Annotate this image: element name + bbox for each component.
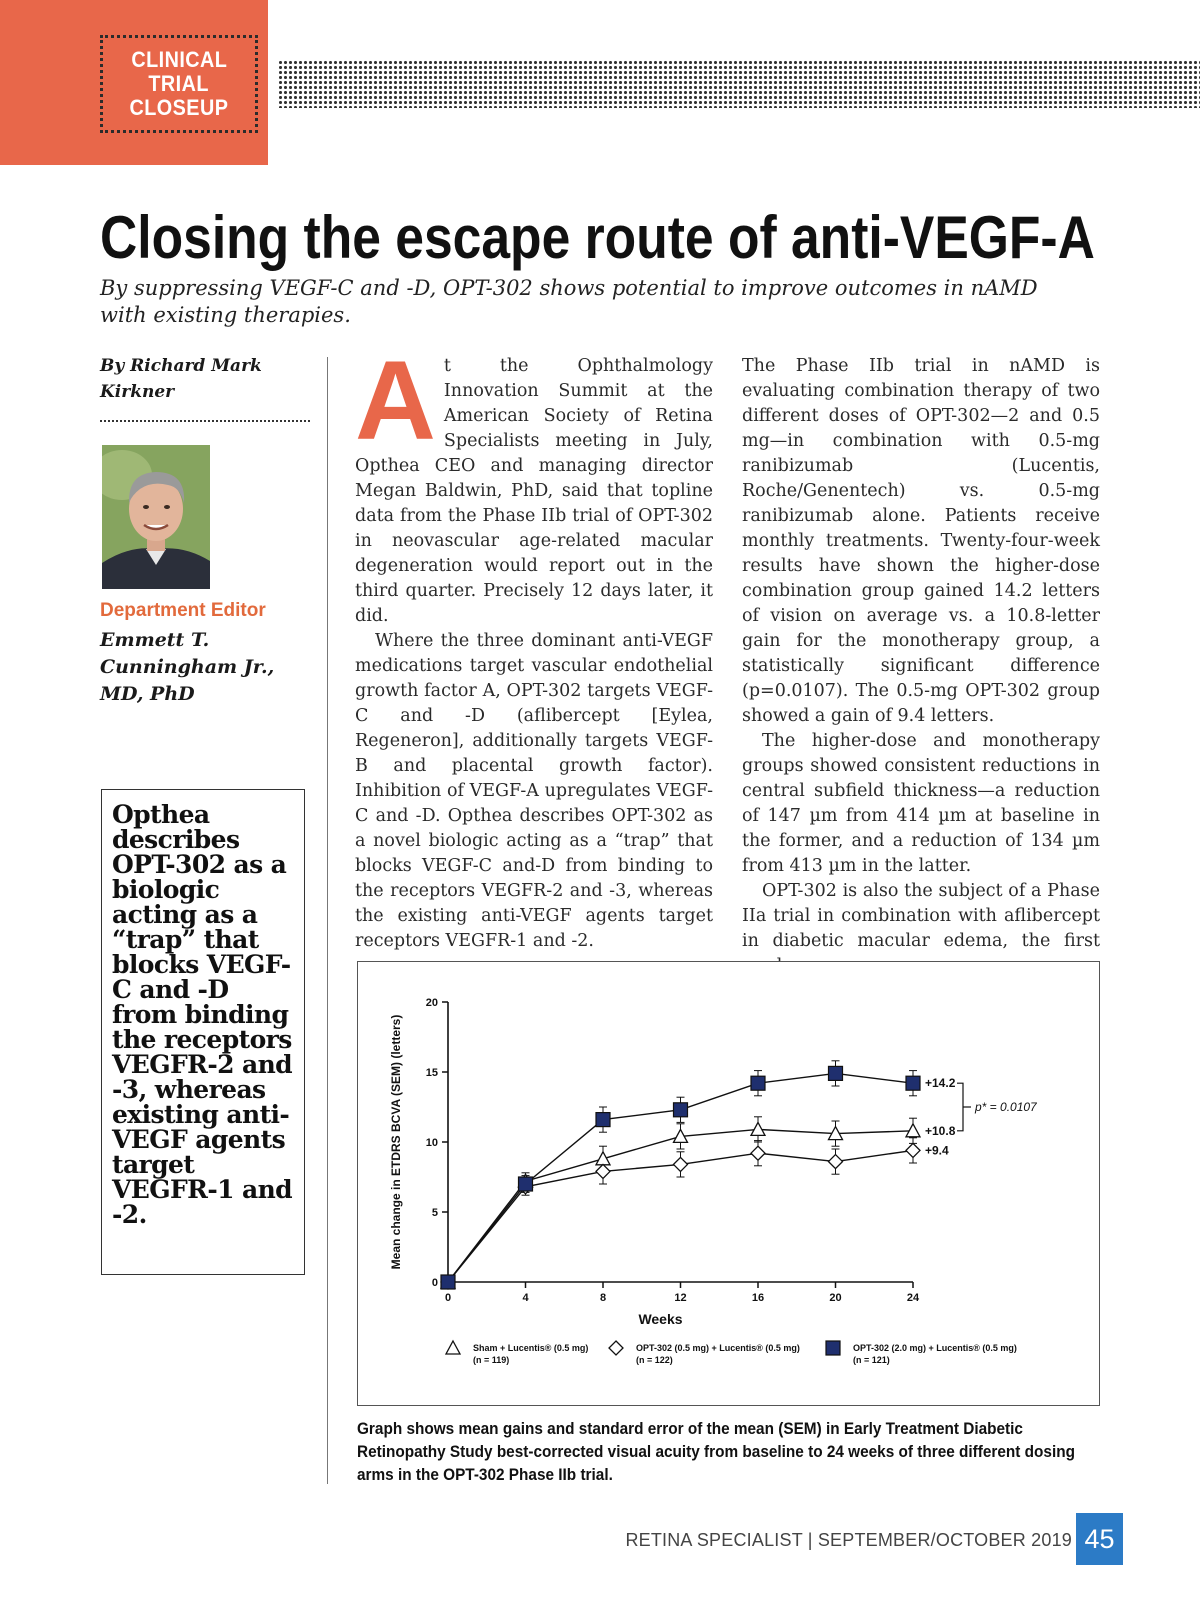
- section-tag: [0, 0, 268, 165]
- legend-n: (n = 122): [636, 1355, 673, 1365]
- data-point-triangle: [751, 1122, 765, 1135]
- bcva-line-chart: [358, 962, 1098, 1404]
- data-point-diamond: [596, 1164, 610, 1178]
- legend-marker-square: [826, 1341, 840, 1355]
- paragraph-5: OPT-302 is also the subject of a Phase IIa trial in combination with aflibercept in diabetic macular edema, the first: [742, 881, 1100, 951]
- publication-footer: RETINA SPECIALIST | SEPTEMBER/OCTOBER 2019: [625, 1530, 1072, 1550]
- paragraph-3: The Phase IIb trial in nAMD is evaluating combination therapy of two different doses of OPT-302—2 and 0.5 mg—in combination with 0.5-mg ranibizumab (Lucentis, Roche/Genentech) vs. 0.5-mg ranibizumab alone. Patients receive monthly treatments. Twenty-four-week results have shown the higher-dose combination group gained 14.2 letters of vision on average vs. a 10.8-letter gain for the monotherapy group, a statistically significant difference (p=0.0107). The 0.5-mg OPT-302 group showed a gain of 9.4 letters.: [742, 356, 1100, 726]
- article-title: Closing the escape route of anti-VEGF-A: [100, 204, 1095, 271]
- legend-marker-diamond: [609, 1341, 623, 1355]
- department-label: Department Editor: [100, 600, 266, 621]
- paragraph-1: [355, 338, 713, 629]
- significance-bracket: [957, 1083, 963, 1131]
- column-divider: [327, 357, 328, 1484]
- legend-n: (n = 121): [853, 1355, 890, 1365]
- end-value-label: +10.8: [925, 1123, 956, 1138]
- data-point-triangle: [596, 1152, 610, 1165]
- drop-cap: A: [355, 338, 436, 463]
- y-tick-label: 15: [425, 1067, 438, 1079]
- x-tick-label: 4: [522, 1292, 529, 1304]
- figure-caption: Graph shows mean gains and standard error of the mean (SEM) in Early Treatment Diabetic Retinopathy Study best-corrected visual acuity from baseline to 24 weeks of three different dosing arms in the OPT-302 Phase IIb trial.: [357, 1420, 1075, 1484]
- paragraph-4: The higher-dose and monotherapy groups showed consistent reductions in central subfield thickness—a reduction of 147 µm from 414 µm at baseline in the former, and a reduction of 134 µm from 413 µm in the latter.: [742, 731, 1100, 876]
- y-tick-label: 0: [431, 1277, 438, 1289]
- data-point-square: [519, 1177, 533, 1191]
- section-tag-line-3: CLOSEUP: [129, 95, 229, 120]
- editor-photo: [102, 445, 210, 589]
- y-tick-label: 20: [425, 997, 438, 1009]
- x-tick-label: 0: [444, 1292, 452, 1304]
- article-subtitle: By suppressing VEGF-C and -D, OPT-302 shows potential to improve outcomes in nAMD with existing therapies.: [100, 276, 1038, 327]
- x-tick-label: 8: [599, 1292, 607, 1304]
- pull-quote-box: [101, 789, 305, 1275]
- legend-label: OPT-302 (2.0 mg) + Lucentis® (0.5 mg): [853, 1343, 1017, 1353]
- x-axis-label: Weeks: [638, 1311, 683, 1327]
- page-number: 45: [1076, 1513, 1123, 1565]
- paragraph-2: Where the three dominant anti-VEGF medications target vascular endothelial growth factor A, OPT-302 targets VEGF-C and -D (aflibercept [Eylea, Regeneron], additionally targets VEGF-B and placental growth factor). Inhibition of VEGF-A upregulates VEGF-C and -D. Opthea describes OPT-302 as a novel biologic acting as a “trap” that blocks VEGF-C and-D from binding to the receptors VEGFR-2 and -3, whereas the existing anti-VEGF agents target receptors VEGFR-1 and -2.: [355, 631, 713, 951]
- legend-n: (n = 119): [473, 1355, 510, 1365]
- x-tick-label: 20: [829, 1292, 842, 1304]
- data-point-square: [596, 1113, 610, 1127]
- section-tag-line-1: CLINICAL: [131, 47, 227, 72]
- x-tick-label: 12: [674, 1292, 687, 1304]
- significance-annotation: p* = 0.0107: [975, 1100, 1037, 1114]
- pull-quote-text: Opthea describes OPT-302 as a biologic acting as a “trap” that blocks VEGF-C and -D from binding the receptors VEGFR-2 and -3, whereas existing anti-VEGF agents target VEGFR-1 and -2.: [112, 800, 293, 1229]
- data-point-square: [906, 1076, 920, 1090]
- y-axis-label: Mean change in ETDRS BCVA (SEM) (letters): [389, 1014, 403, 1270]
- section-tag-line-2: TRIAL: [148, 71, 210, 96]
- department-editor-name: Emmett T. Cunningham Jr., MD, PhD: [100, 629, 275, 705]
- data-point-diamond: [751, 1146, 765, 1160]
- article-column-2: [742, 354, 1100, 979]
- legend-label: Sham + Lucentis® (0.5 mg): [473, 1343, 589, 1353]
- data-point-diamond: [674, 1157, 688, 1171]
- editor-portrait-icon: [102, 445, 210, 589]
- figure-box: [357, 961, 1100, 1406]
- data-point-square: [441, 1275, 455, 1289]
- y-tick-label: 10: [425, 1137, 438, 1149]
- data-point-square: [674, 1103, 688, 1117]
- article-column-1: [355, 338, 713, 954]
- end-value-label: +9.4: [925, 1143, 949, 1158]
- legend-marker-triangle: [446, 1341, 460, 1354]
- data-point-diamond: [906, 1143, 920, 1157]
- end-value-label: +14.2: [925, 1076, 956, 1091]
- dotted-banner: [278, 60, 1200, 108]
- legend-label: OPT-302 (0.5 mg) + Lucentis® (0.5 mg): [636, 1343, 800, 1353]
- byline: By Richard Mark Kirkner: [100, 356, 262, 402]
- data-point-diamond: [829, 1155, 843, 1169]
- data-point-square: [751, 1076, 765, 1090]
- byline-divider: [100, 420, 310, 422]
- data-point-square: [829, 1066, 843, 1080]
- x-tick-label: 24: [906, 1292, 920, 1304]
- section-tag-frame: [100, 35, 258, 133]
- x-tick-label: 16: [751, 1292, 765, 1304]
- paragraph-1-text: t the Ophthalmology Innovation Summit at the American Society of Retina Specialists meeting in July, Opthea CEO and managing director Megan Baldwin, PhD, said that topline data from the Phase IIb trial of OPT-302 in neovascular age-related macular degeneration would report out in the third quarter. Precisely 12 days later, it did.: [355, 356, 713, 626]
- y-tick-label: 5: [431, 1207, 438, 1219]
